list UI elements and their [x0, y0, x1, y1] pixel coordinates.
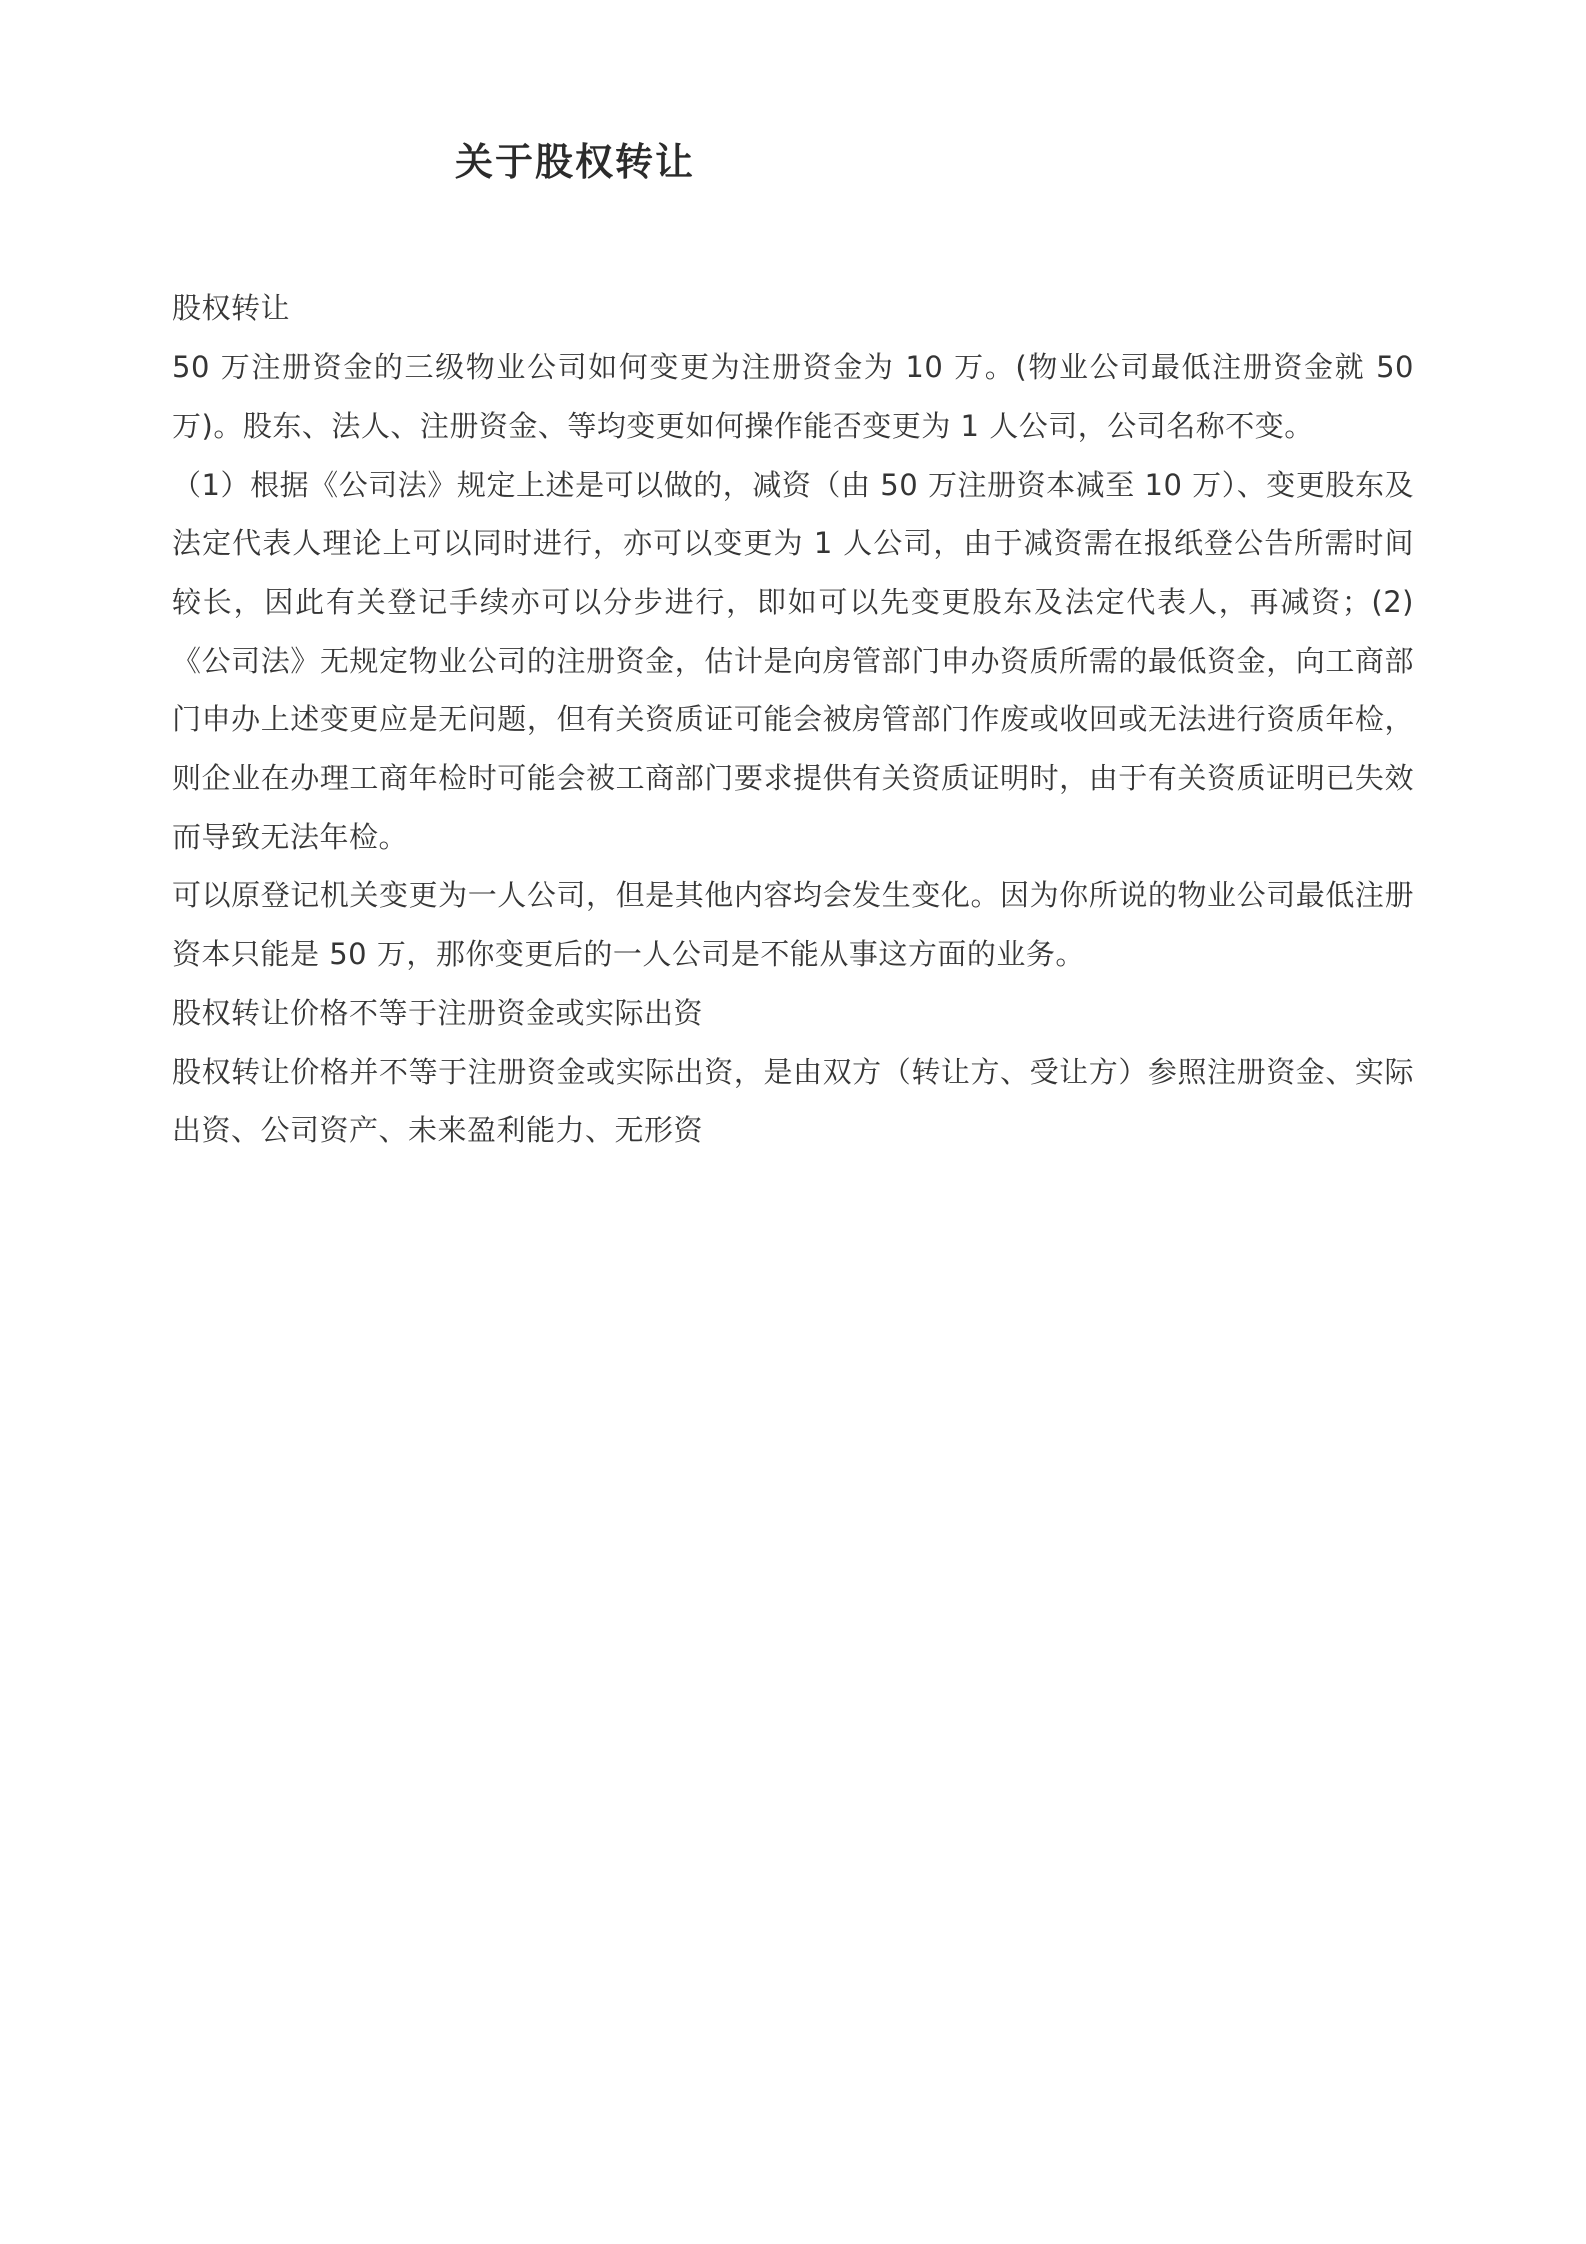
document-body	[172, 279, 1414, 1160]
paragraph-answer: （1）根据《公司法》规定上述是可以做的，减资（由 50 万注册资本减至 10 万）、变更股东及法定代表人理论上可以同时进行，亦可以变更为 1 人公司，由于减资需在报纸登公告所需时间较长，因此有关登记手续亦可以分步进行，即如可以先变更股东及法定代表人，再减资；(2)《公司法》无规定物业公司的注册资金，估计是向房管部门申办资质所需的最低资金，向工商部门申办上述变更应是无问题，但有关资质证可能会被房管部门作废或收回或无法进行资质年检，则企业在办理工商年检时可能会被工商部门要求提供有关资质证明时，由于有关资质证明已失效而导致无法年检。	[172, 467, 1414, 854]
paragraph-answer-2: 可以原登记机关变更为一人公司，但是其他内容均会发生变化。因为你所说的物业公司最低注册资本只能是 50 万，那你变更后的一人公司是不能从事这方面的业务。	[172, 878, 1414, 972]
paragraph-heading-2: 股权转让价格不等于注册资金或实际出资	[172, 995, 704, 1030]
paragraph-explanation: 股权转让价格并不等于注册资金或实际出资，是由双方（转让方、受让方）参照注册资金、实际出资、公司资产、未来盈利能力、无形资	[172, 1054, 1414, 1148]
paragraph-heading-1: 股权转让	[172, 291, 291, 326]
document-title: 关于股权转让	[455, 140, 696, 184]
paragraph-question: 50 万注册资金的三级物业公司如何变更为注册资金为 10 万。(物业公司最低注册资金就 50 万)。股东、法人、注册资金、等均变更如何操作能否变更为 1 人公司，公司名称不变。	[172, 350, 1414, 443]
